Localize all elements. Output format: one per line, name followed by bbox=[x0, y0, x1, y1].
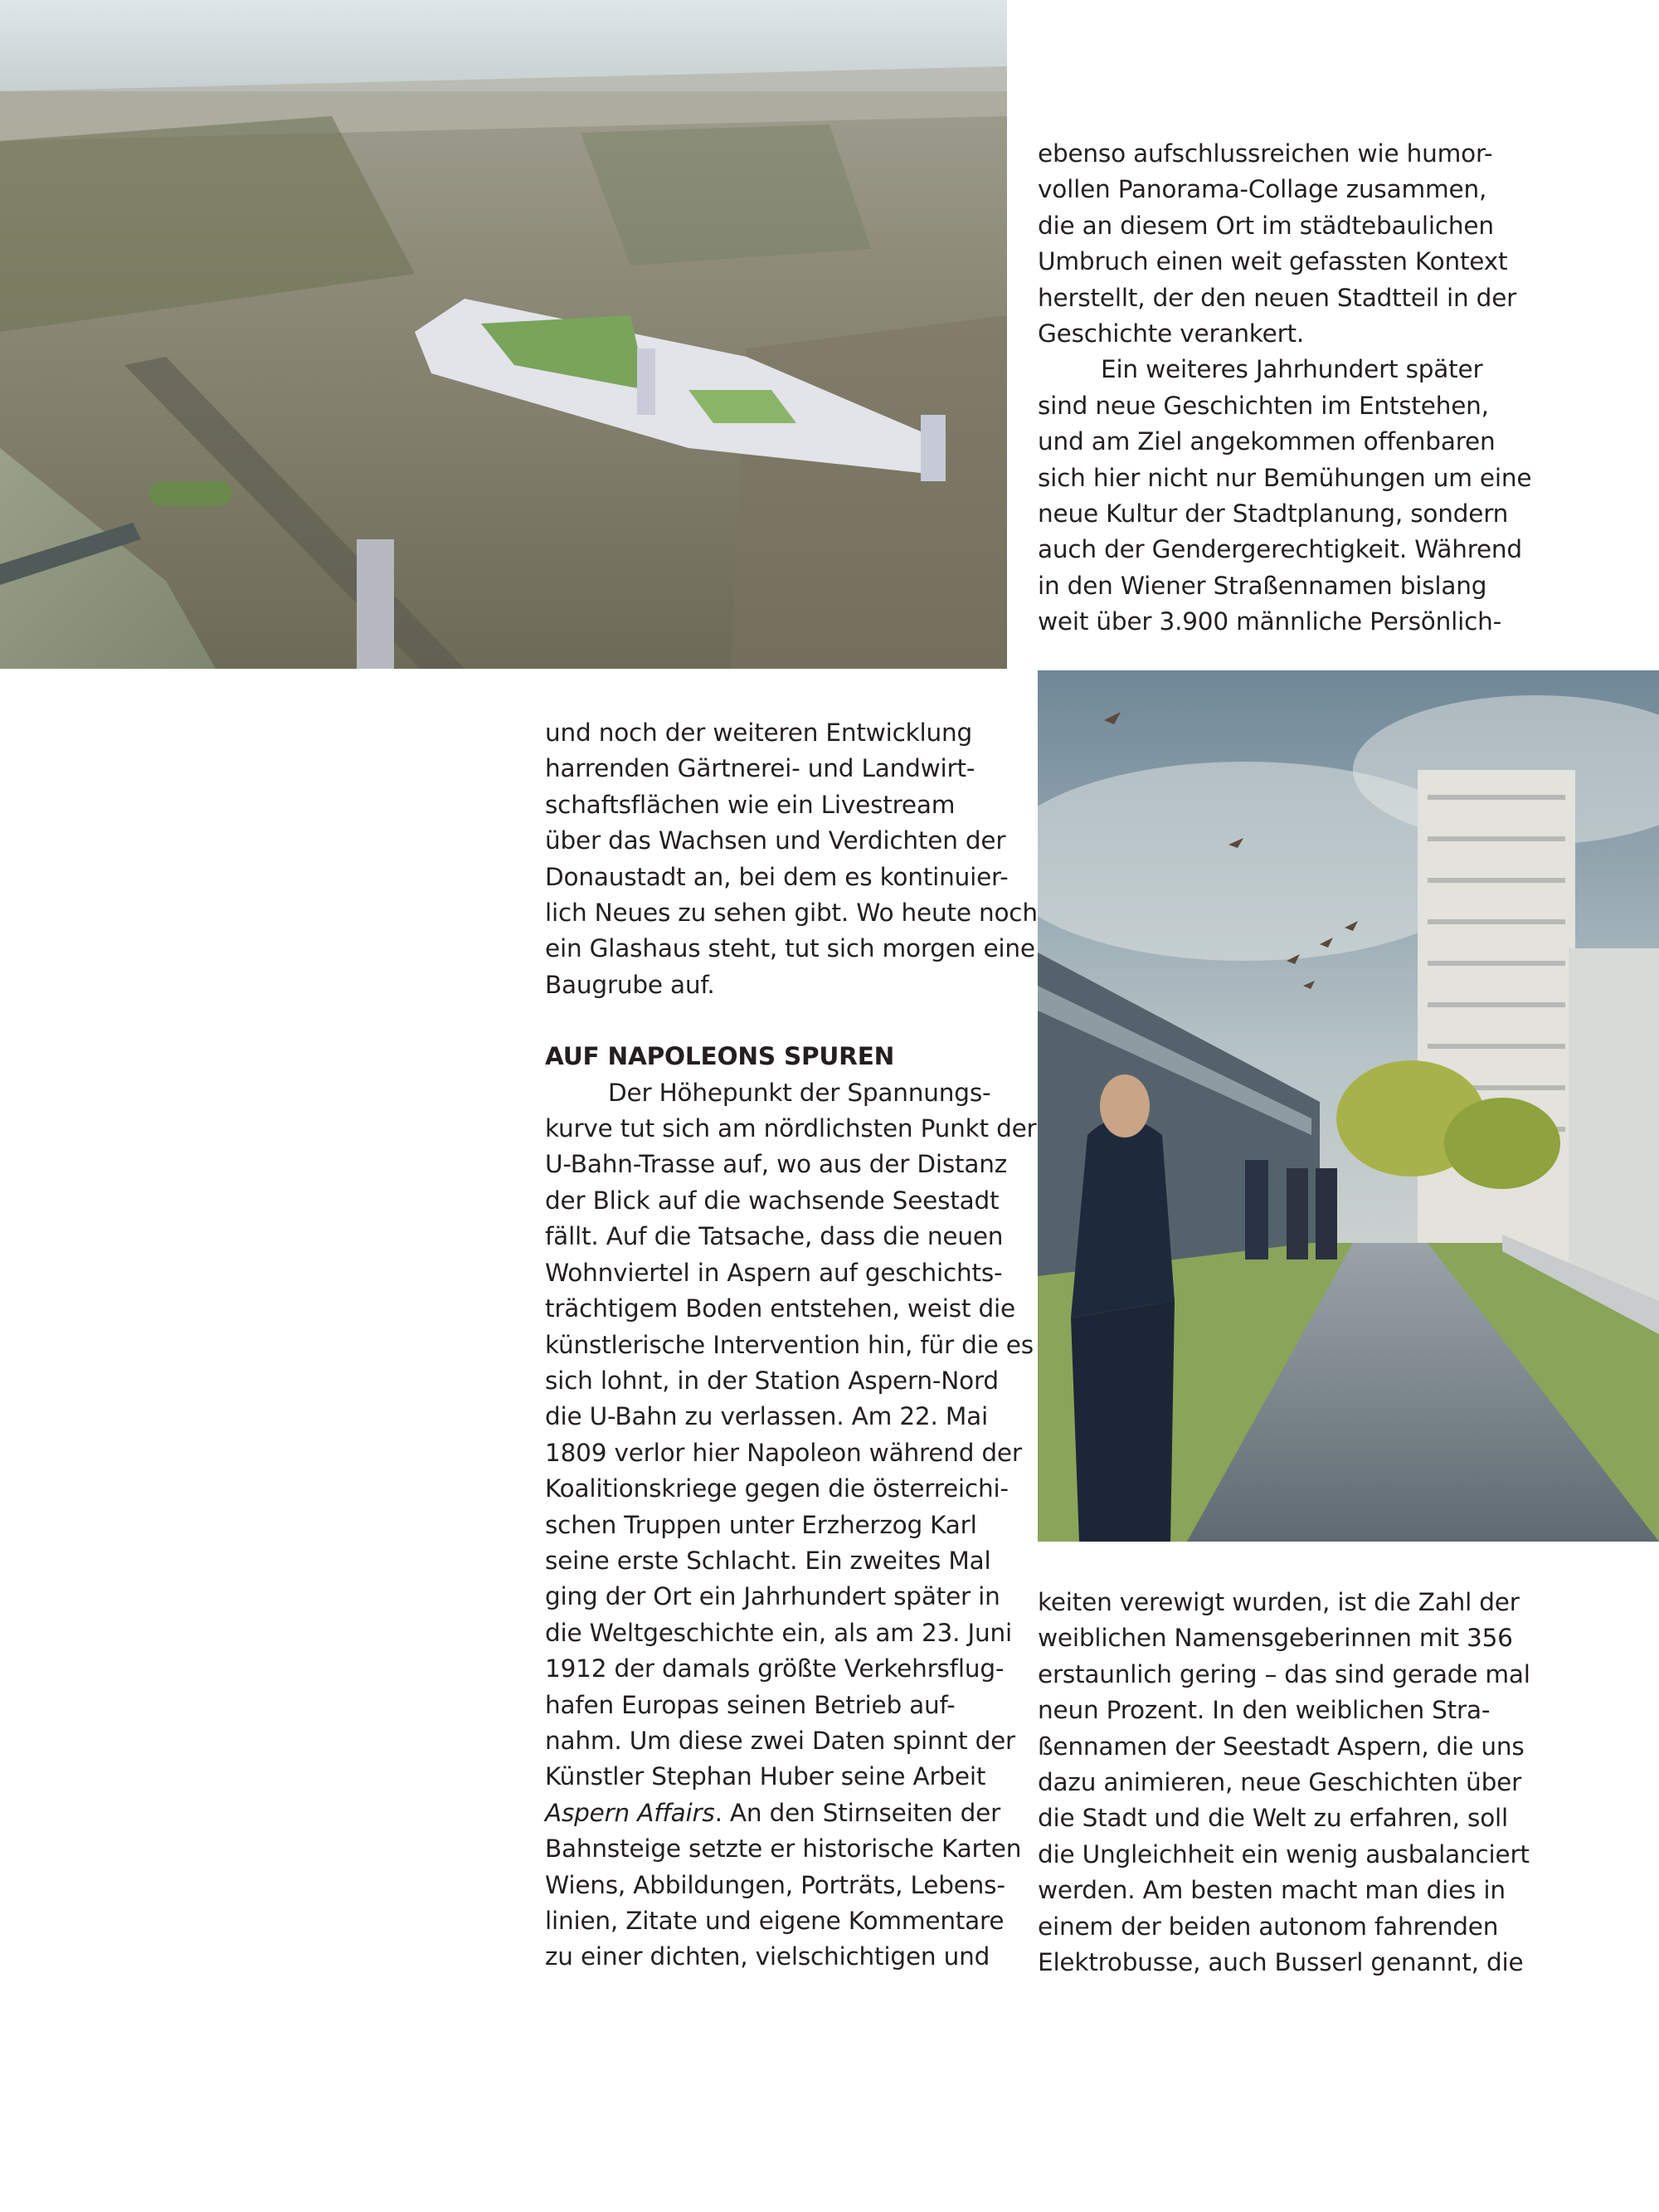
text-line: künstlerische Intervention hin, für die es bbox=[545, 1330, 1034, 1359]
aerial-photo bbox=[0, 0, 1007, 669]
text-line: einem der beiden autonom fahrenden bbox=[1038, 1912, 1499, 1941]
text-line: harrenden Gärtnerei- und Landwirt- bbox=[545, 754, 975, 783]
text-line: ein Glashaus steht, tut sich morgen eine bbox=[545, 934, 1035, 963]
text-line: zu einer dichten, vielschichtigen und bbox=[545, 1942, 990, 1971]
text-line: Wiens, Abbildungen, Porträts, Lebens- bbox=[545, 1870, 1005, 1899]
text-line: neun Prozent. In den weiblichen Stra- bbox=[1038, 1696, 1491, 1725]
text-column-right-bottom bbox=[1038, 1585, 1530, 1981]
text-line: 1809 verlor hier Napoleon während der bbox=[545, 1438, 1022, 1467]
text-line: schaftsflächen wie ein Livestream bbox=[545, 790, 956, 819]
text-line: U-Bahn-Trasse auf, wo aus der Distanz bbox=[545, 1150, 1008, 1179]
text-line: ßennamen der Seestadt Aspern, die uns bbox=[1038, 1732, 1525, 1761]
text-line: kurve tut sich am nördlichsten Punkt der bbox=[545, 1114, 1037, 1143]
text-line: erstaunlich gering – das sind gerade mal bbox=[1038, 1659, 1530, 1688]
text-line: der Blick auf die wachsende Seestadt bbox=[545, 1186, 1000, 1215]
text-line: und noch der weiteren Entwicklung bbox=[545, 719, 973, 747]
text-line: hafen Europas seinen Betrieb auf- bbox=[545, 1690, 956, 1719]
text-line: seine erste Schlacht. Ein zweites Mal bbox=[545, 1546, 991, 1575]
text-line: Geschichte verankert. bbox=[1038, 319, 1305, 348]
text-line: linien, Zitate und eigene Kommentare bbox=[545, 1907, 1005, 1935]
text-line: herstellt, der den neuen Stadtteil in der bbox=[1038, 283, 1517, 312]
text-line: Donaustadt an, bei dem es kontinuier- bbox=[545, 862, 1009, 891]
paragraph bbox=[545, 1075, 1037, 1976]
text-line: Der Höhepunkt der Spannungs- bbox=[608, 1078, 991, 1107]
text-line: Ein weiteres Jahrhundert später bbox=[1101, 355, 1483, 384]
text-line: die Stadt und die Welt zu erfahren, soll bbox=[1038, 1804, 1509, 1833]
paragraph bbox=[1038, 1585, 1530, 1981]
text-line: keiten verewigt wurden, ist die Zahl der bbox=[1038, 1588, 1520, 1616]
text-line: die U-Bahn zu verlassen. Am 22. Mai bbox=[545, 1402, 988, 1431]
text-line: fällt. Auf die Tatsache, dass die neuen bbox=[545, 1222, 1004, 1251]
text-column-left bbox=[545, 715, 1038, 1976]
text-line: ging der Ort ein Jahrhundert später in bbox=[545, 1582, 1000, 1611]
text-column-right-top bbox=[1038, 136, 1532, 641]
text-line: Elektrobusse, auch Busserl genannt, die bbox=[1038, 1948, 1524, 1977]
text-line: trächtigem Boden entstehen, weist die bbox=[545, 1294, 1015, 1323]
text-line: sind neue Geschichten im Entstehen, bbox=[1038, 391, 1489, 420]
text-line: Baugrube auf. bbox=[545, 970, 715, 999]
text-line: vollen Panorama-Collage zusammen, bbox=[1038, 175, 1487, 204]
text-line: neue Kultur der Stadtplanung, sondern bbox=[1038, 499, 1509, 529]
text-line: Wohnviertel in Aspern auf geschichts- bbox=[545, 1258, 1003, 1287]
text-line: 1912 der damals größte Verkehrsflug- bbox=[545, 1654, 1005, 1683]
text-line: weiblichen Namensgeberinnen mit 356 bbox=[1038, 1624, 1513, 1653]
paragraph bbox=[1038, 136, 1517, 352]
text-line: sich lohnt, in der Station Aspern-Nord bbox=[545, 1366, 999, 1395]
text-line: und am Ziel angekommen offenbaren bbox=[1038, 427, 1496, 456]
text-line: schen Truppen unter Erzherzog Karl bbox=[545, 1510, 977, 1539]
paragraph bbox=[1038, 352, 1532, 640]
section-heading: AUF NAPOLEONS SPUREN bbox=[545, 1042, 895, 1071]
text-line: die Weltgeschichte ein, als am 23. Juni bbox=[545, 1618, 1012, 1647]
text-line: Koalitionskriege gegen die österreichi- bbox=[545, 1474, 1009, 1503]
text-line: auch der Gendergerechtigkeit. Während bbox=[1038, 535, 1522, 564]
text-line: die Ungleichheit ein wenig ausbalanciert bbox=[1038, 1839, 1530, 1869]
text-line bbox=[545, 1795, 1010, 1831]
text-line: Künstler Stephan Huber seine Arbeit bbox=[545, 1762, 986, 1791]
text-line: ebenso aufschlussreichen wie humor- bbox=[1038, 139, 1493, 168]
street-photo bbox=[1038, 670, 1659, 1542]
text-line: Umbruch einen weit gefassten Kontext bbox=[1038, 247, 1508, 276]
text-line: Bahnsteige setzte er historische Karten bbox=[545, 1834, 1022, 1864]
text-line: nahm. Um diese zwei Daten spinnt der bbox=[545, 1726, 1015, 1755]
text-line: dazu animieren, neue Geschichten über bbox=[1038, 1768, 1522, 1797]
paragraph bbox=[545, 715, 1038, 1003]
artwork-title: Aspern Affairs bbox=[545, 1798, 715, 1827]
text-line: über das Wachsen und Verdichten der bbox=[545, 826, 1006, 855]
text-fragment: . An den Stirnseiten der bbox=[714, 1798, 1001, 1827]
text-line: werden. Am besten macht man dies in bbox=[1038, 1876, 1506, 1905]
text-line: sich hier nicht nur Bemühungen um eine bbox=[1038, 463, 1532, 492]
text-line: in den Wiener Straßennamen bislang bbox=[1038, 571, 1487, 600]
text-line: weit über 3.900 männliche Persönlich- bbox=[1038, 607, 1502, 636]
text-line: die an diesem Ort im städtebaulichen bbox=[1038, 211, 1494, 240]
text-line: lich Neues zu sehen gibt. Wo heute noch bbox=[545, 899, 1038, 928]
